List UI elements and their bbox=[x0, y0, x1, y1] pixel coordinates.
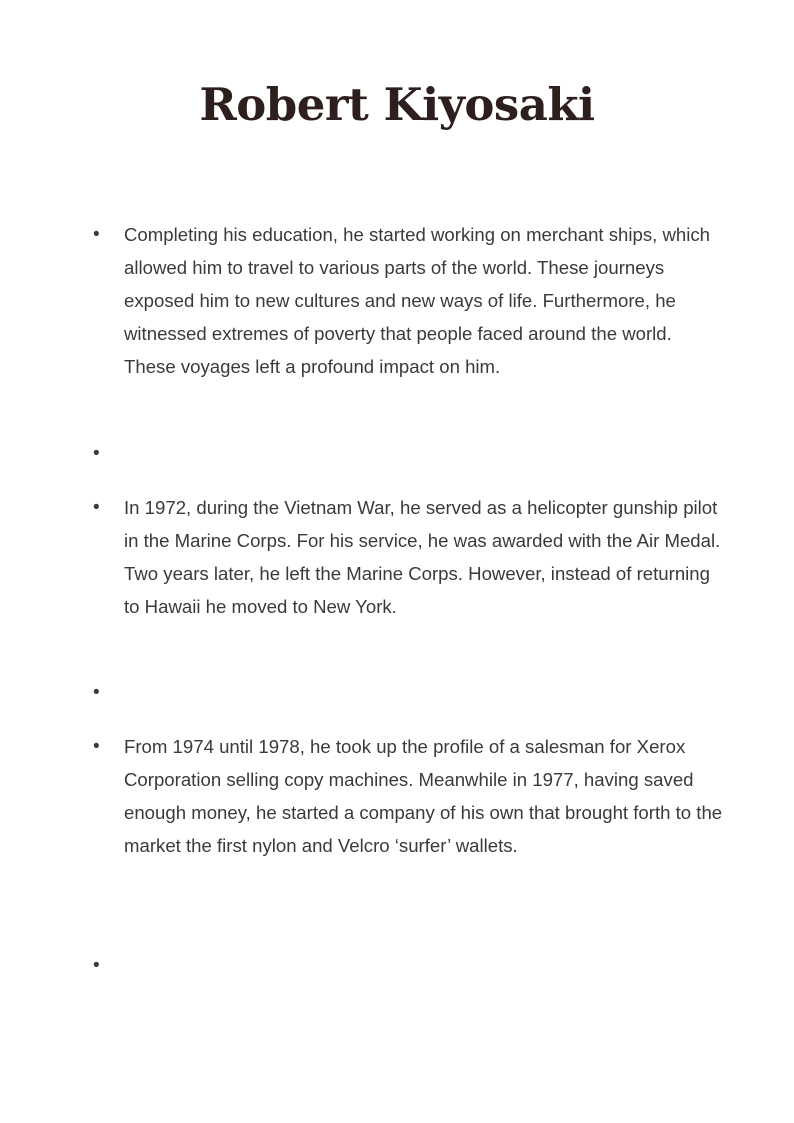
bullet-point-icon: • bbox=[93, 443, 100, 464]
bullet-point-icon: • bbox=[93, 497, 100, 518]
bullet-point-icon: • bbox=[93, 682, 100, 703]
bullet-point-icon: • bbox=[93, 955, 100, 976]
list-item-text: In 1972, during the Vietnam War, he served as a helicopter gunship pilot in the Marine Corps. For his service, he was awarded with the Air Medal. Two years later, he left the Marine Corps. However, instead of returning to Hawaii he moved to New York. bbox=[124, 497, 721, 617]
list-item-text: From 1974 until 1978, he took up the profile of a salesman for Xerox Corporation selling copy machines. Meanwhile in 1977, having saved enough money, he started a company of his own that brought forth to the market the first nylon and Velcro ‘surfer’ wallets. bbox=[124, 736, 723, 856]
list-item-text: Completing his education, he started working on merchant ships, which allowed him to travel to various parts of the world. These journeys exposed him to new cultures and new ways of life. Furthermore, he witnessed extremes of poverty that people faced around the world. These voyages left a profound impact on him. bbox=[124, 224, 711, 377]
bullet-point-icon: • bbox=[93, 224, 100, 245]
page-title: Robert Kiyosaki bbox=[199, 78, 595, 131]
bullet-point-icon: • bbox=[93, 736, 100, 757]
